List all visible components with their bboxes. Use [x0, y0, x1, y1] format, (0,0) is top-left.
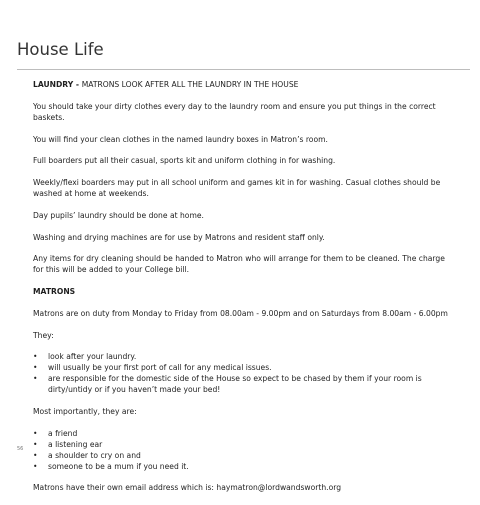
bullet-icon: •	[33, 450, 38, 460]
list-item	[33, 462, 453, 473]
matrons-email: Matrons have their own email address which is: haymatron@lordwandsworth.org	[33, 483, 342, 493]
page-number: 56	[17, 446, 24, 452]
matrons-heading: MATRONS	[33, 287, 76, 297]
list-item	[33, 374, 453, 396]
document-body	[33, 80, 453, 505]
laundry-paragraph: Washing and drying machines are for use by Matrons and resident staff only.	[33, 232, 325, 242]
bullet-icon: •	[33, 363, 38, 373]
list-item	[33, 363, 453, 374]
laundry-paragraph: Day pupils’ laundry should be done at home.	[33, 210, 204, 220]
laundry-paragraph: Weekly/flexi boarders may put in all school uniform and games kit in for washing. Casual clothes should be washed at home at weekends.	[33, 178, 441, 198]
laundry-heading	[33, 80, 453, 91]
title-divider	[17, 69, 470, 70]
bullet-icon: •	[33, 352, 38, 362]
list-item-text: are responsible for the domestic side of the House so expect to be chased by them if your room is dirty/untidy or if you haven’t made your bed!	[48, 374, 422, 395]
list-item-text: look after your laundry.	[48, 352, 137, 362]
they-intro: They:	[33, 330, 54, 340]
laundry-paragraph: Full boarders put all their casual, sports kit and uniform clothing in for washing.	[33, 156, 336, 166]
list-item-text: a friend	[48, 428, 78, 438]
laundry-paragraph: You will find your clean clothes in the named laundry boxes in Matron’s room.	[33, 134, 328, 144]
laundry-paragraph: You should take your dirty clothes every day to the laundry room and ensure you put things in the correct baskets.	[33, 101, 436, 122]
list-item	[33, 451, 453, 462]
list-item-text: will usually be your first port of call for any medical issues.	[48, 363, 272, 373]
laundry-heading-rest: MATRONS LOOK AFTER ALL THE LAUNDRY IN THE HOUSE	[81, 80, 299, 89]
bullet-icon: •	[33, 428, 38, 438]
page-title: House Life	[17, 40, 104, 59]
most-intro: Most importantly, they are:	[33, 407, 137, 416]
list-item	[33, 429, 453, 440]
list-item-text: a shoulder to cry on and	[48, 450, 141, 460]
list-item	[33, 440, 453, 451]
matrons-duty-hours: Matrons are on duty from Monday to Friday from 08.00am - 9.00pm and on Saturdays from 8.00am - 6.00pm	[33, 308, 448, 318]
bullet-icon: •	[33, 374, 38, 384]
laundry-paragraph: Any items for dry cleaning should be handed to Matron who will arrange for them to be cleaned. The charge for this will be added to your College bill.	[33, 254, 445, 275]
list-item	[33, 352, 453, 363]
bullet-icon: •	[33, 461, 38, 471]
most-list	[33, 429, 453, 473]
laundry-heading-bold: LAUNDRY -	[33, 80, 82, 89]
list-item-text: a listening ear	[48, 439, 103, 449]
bullet-icon: •	[33, 439, 38, 449]
they-list	[33, 352, 453, 396]
list-item-text: someone to be a mum if you need it.	[48, 461, 189, 471]
